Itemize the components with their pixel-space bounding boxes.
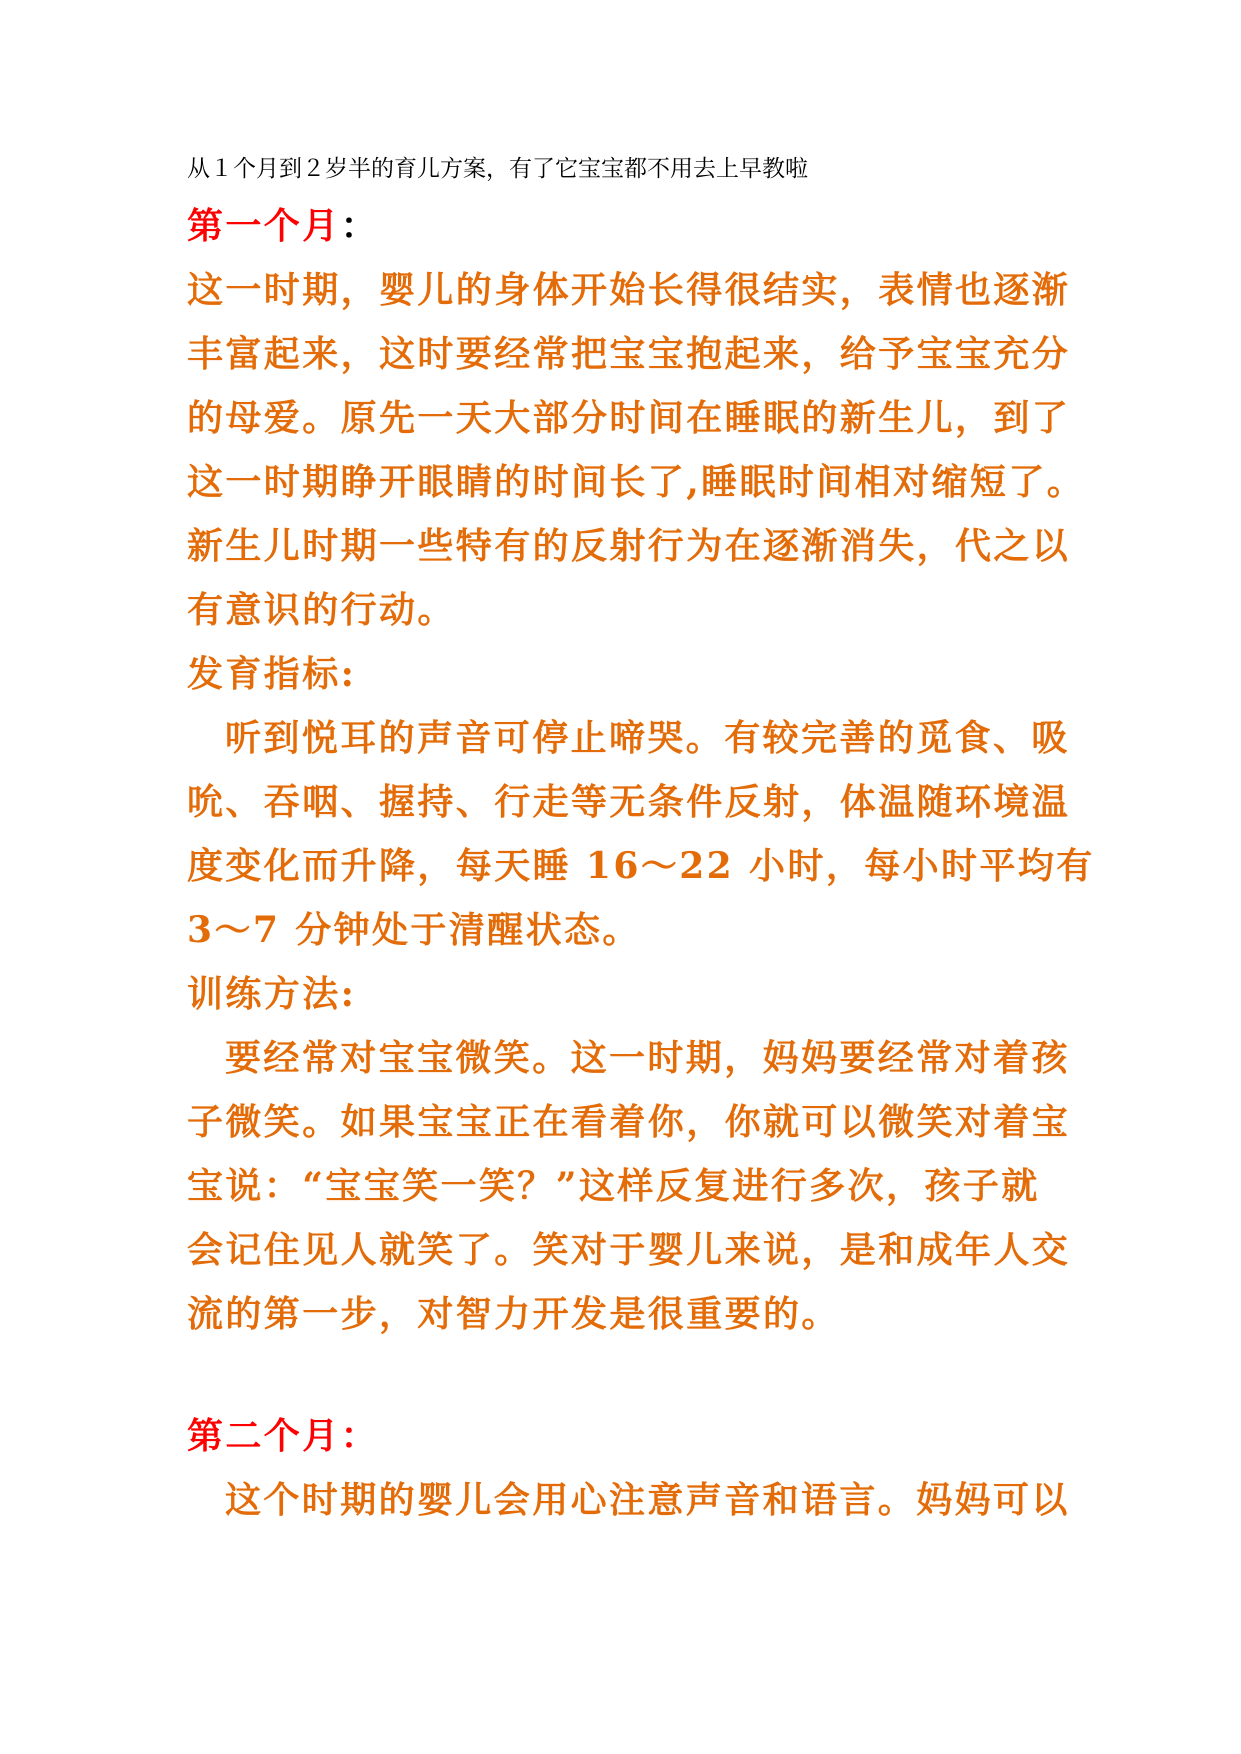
development-line: 吮、吞咽、握持、行走等无条件反射，体温随环境温 (187, 781, 1071, 823)
month1-intro-line: 新生儿时期一些特有的反射行为在逐渐消失，代之以 (187, 525, 1071, 567)
month2-heading-colon: ： (340, 1415, 380, 1457)
month1-intro-line: 的母爱。原先一天大部分时间在睡眠的新生儿，到了 (187, 397, 1071, 439)
month1-intro-line: 丰富起来，这时要经常把宝宝抱起来，给予宝宝充分 (187, 333, 1071, 375)
month1-heading-text: 第一个月 (187, 205, 341, 247)
training-line: 流的第一步，对智力开发是很重要的。 (187, 1293, 840, 1335)
development-line: 度变化而升降，每天睡 16～22 小时，每小时平均有 (187, 845, 1095, 887)
month1-heading (187, 194, 1057, 258)
month1-intro-line: 这一时期睁开眼睛的时间长了,睡眠时间相对缩短了。 (187, 461, 1086, 503)
development-line: 3～7 分钟处于清醒状态。 (187, 909, 641, 951)
month1-heading-colon: ： (340, 205, 380, 247)
training-line: 会记住见人就笑了。笑对于婴儿来说，是和成年人交 (187, 1229, 1071, 1271)
month2-section (187, 1404, 1070, 1532)
development-heading: 发育指标: (187, 653, 357, 695)
month1-intro-line: 这一时期，婴儿的身体开始长得很结实，表情也逐渐 (187, 269, 1071, 311)
training-heading: 训练方法: (187, 973, 357, 1015)
document-title: 从１个月到２岁半的育儿方案，有了它宝宝都不用去上早教啦 (187, 156, 808, 182)
month1-section (187, 194, 1095, 1346)
training-line: 子微笑。如果宝宝正在看着你，你就可以微笑对着宝 (187, 1101, 1071, 1143)
month2-intro-line: 这个时期的婴儿会用心注意声音和语言。妈妈可以 (225, 1479, 1070, 1521)
month1-intro-line: 有意识的行动。 (187, 589, 456, 631)
training-line: 要经常对宝宝微笑。这一时期，妈妈要经常对着孩 (225, 1037, 1070, 1079)
training-line: 宝说：“宝宝笑一笑？”这样反复进行多次，孩子就 (187, 1165, 1040, 1207)
month2-heading-text: 第二个月 (187, 1415, 341, 1457)
development-line: 听到悦耳的声音可停止啼哭。有较完善的觅食、吸 (225, 717, 1070, 759)
month2-heading (187, 1404, 1057, 1468)
